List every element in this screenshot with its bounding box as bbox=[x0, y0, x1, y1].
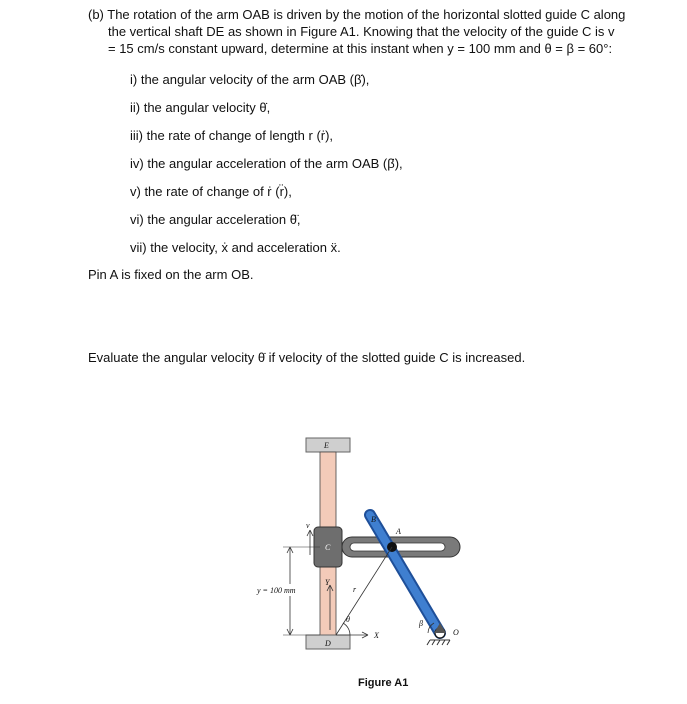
figure-a1-diagram bbox=[250, 430, 480, 660]
problem-line-1: (b) The rotation of the arm OAB is driven by the motion of the horizontal slotted guide C along bbox=[88, 7, 626, 22]
item-5: v) the rate of change of ṙ (r̈), bbox=[130, 184, 292, 199]
label-beta: β bbox=[419, 619, 423, 628]
theta-arc bbox=[343, 623, 350, 635]
item-4: iv) the angular acceleration of the arm OAB (β̈), bbox=[130, 156, 403, 171]
label-d: D bbox=[325, 639, 331, 648]
item-2: ii) the angular velocity θ̇, bbox=[130, 100, 271, 115]
figure-caption: Figure A1 bbox=[358, 677, 409, 689]
label-a: A bbox=[396, 527, 401, 536]
arm-oab-highlight bbox=[370, 515, 440, 633]
label-o: O bbox=[453, 628, 459, 637]
label-b: B bbox=[371, 515, 376, 524]
label-r: r bbox=[353, 585, 357, 594]
label-v: v bbox=[306, 521, 310, 530]
label-x-axis: X bbox=[374, 631, 379, 640]
item-3: iii) the rate of change of length r (ṙ), bbox=[130, 128, 334, 143]
item-6: vi) the angular acceleration θ̈, bbox=[130, 212, 301, 227]
label-y-dimension: y = 100 mm bbox=[257, 586, 296, 595]
problem-line-3: = 15 cm/s constant upward, determine at this instant when y = 100 mm and θ = β = 60°: bbox=[108, 41, 613, 56]
item-7: vii) the velocity, ẋ and acceleration ẍ. bbox=[130, 240, 341, 255]
label-theta: θ bbox=[346, 615, 350, 624]
line-r bbox=[336, 547, 392, 635]
problem-line-2: the vertical shaft DE as shown in Figure A1. Knowing that the velocity of the guide C is v bbox=[108, 24, 615, 39]
label-c: C bbox=[325, 543, 331, 552]
label-y-axis: Y bbox=[325, 578, 330, 587]
ground-hatch bbox=[427, 640, 450, 645]
label-e: E bbox=[324, 441, 329, 450]
pin-note: Pin A is fixed on the arm OB. bbox=[88, 267, 254, 282]
evaluate-note: Evaluate the angular velocity θ̇ if velocity of the slotted guide C is increased. bbox=[88, 350, 526, 365]
item-1: i) the angular velocity of the arm OAB (β̇), bbox=[130, 72, 370, 87]
